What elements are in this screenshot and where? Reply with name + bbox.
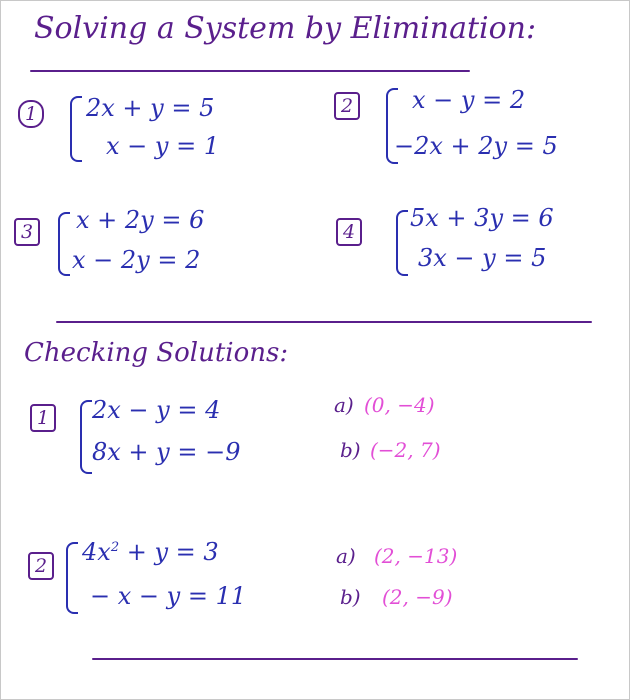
equation-4b: 3x − y = 5 [418, 244, 547, 272]
system-brace [66, 542, 78, 614]
option-value-2b: (2, −9) [382, 585, 453, 609]
check-equation-1a: 2x − y = 4 [92, 396, 221, 424]
equation-1a: 2x + y = 5 [86, 94, 215, 122]
option-value-1a: (0, −4) [364, 393, 435, 417]
check-equation-1b: 8x + y = −9 [92, 438, 241, 466]
equation-2b: −2x + 2y = 5 [394, 132, 558, 160]
check-equation-2a-rest: + y = 3 [119, 538, 219, 566]
check-number-2: 2 [28, 552, 54, 580]
check-number-1: 1 [30, 404, 56, 432]
system-brace [58, 212, 70, 276]
problem-number-2: 2 [334, 92, 360, 120]
system-brace [70, 96, 82, 162]
option-value-2a: (2, −13) [374, 544, 458, 568]
section-title-checking: Checking Solutions: [24, 338, 289, 368]
exponent: 2 [110, 540, 120, 555]
option-label-1a: a) [334, 393, 354, 417]
problem-number-4: 4 [336, 218, 362, 246]
option-label-2b: b) [340, 585, 361, 609]
equation-2a: x − y = 2 [412, 86, 526, 114]
problem-number-1: 1 [18, 100, 44, 128]
problem-number-3: 3 [14, 218, 40, 246]
option-label-2a: a) [336, 544, 356, 568]
page-title: Solving a System by Elimination: [34, 11, 537, 46]
check-equation-2a [82, 540, 219, 564]
system-brace [80, 400, 92, 474]
check-equation-2a-base: 4x [82, 538, 111, 566]
equation-1b: x − y = 1 [106, 132, 220, 160]
check-equation-2b: − x − y = 11 [90, 582, 247, 610]
equation-4a: 5x + 3y = 6 [410, 204, 554, 232]
option-label-1b: b) [340, 438, 361, 462]
equation-3b: x − 2y = 2 [72, 246, 201, 274]
bottom-divider [92, 658, 578, 660]
title-divider [30, 70, 470, 72]
option-value-1b: (−2, 7) [370, 438, 441, 462]
equation-3a: x + 2y = 6 [76, 206, 205, 234]
section-divider [56, 321, 592, 323]
system-brace [396, 210, 408, 276]
